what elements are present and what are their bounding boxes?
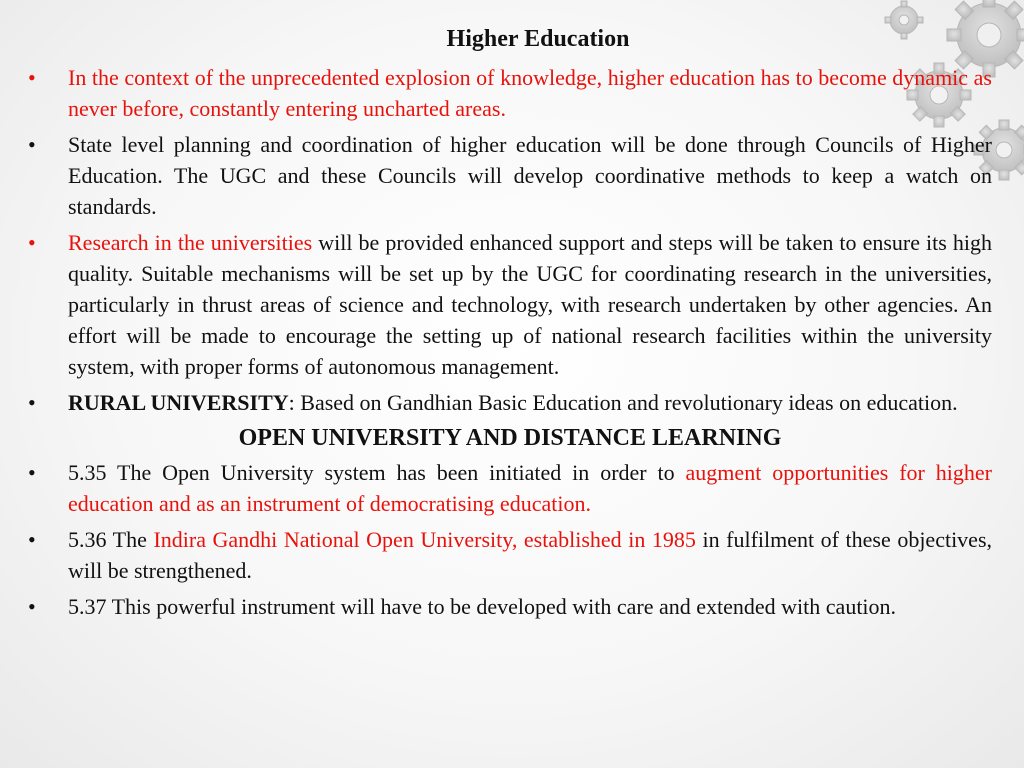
- bullet-text: 5.35 The Open University system has been initiated in order to: [68, 460, 686, 485]
- bullet-lead-bold: RURAL UNIVERSITY: [68, 390, 289, 415]
- bullet-text: in fulfilment of these objectives, will be strengthened.: [68, 527, 993, 583]
- bullet-item-5-35: [28, 457, 992, 519]
- bullet-list-higher-education: [28, 62, 992, 418]
- bullet-marker: •: [28, 594, 36, 619]
- bullet-item-research: [28, 227, 992, 382]
- slide-content: [28, 62, 992, 627]
- slide-title: Higher Education: [446, 26, 630, 52]
- bullet-text-red: In the context of the unprecedented explosion of knowledge, higher education has to become dynamic as never before, constantly entering uncharted areas.: [68, 65, 992, 121]
- bullet-list-open-university: [28, 457, 992, 622]
- section-heading-open-university: OPEN UNIVERSITY AND DISTANCE LEARNING: [238, 425, 782, 451]
- bullet-text: 5.37 This powerful instrument will have to be developed with care and extended with caution.: [68, 594, 897, 619]
- bullet-text-red: Indira Gandhi National Open University, established in 1985: [153, 527, 696, 552]
- bullet-lead-red: Research in the universities: [68, 230, 313, 255]
- bullet-text-red: augment opportunities for higher education and as an instrument of democratising education.: [68, 460, 992, 516]
- bullet-item-state-planning: [28, 129, 992, 222]
- bullet-text: will be provided enhanced support and steps will be taken to ensure its high quality. Suitable mechanisms will be set up by the UGC for coordinating research in the universities, particularly in thrust areas of science and technology, with research undertaken by other agencies. An effort will be made to encourage the setting up of national research facilities within the university system, with proper forms of autonomous management.: [68, 230, 992, 379]
- bullet-marker: •: [28, 230, 36, 255]
- bullet-marker: •: [28, 132, 36, 157]
- bullet-item-knowledge-explosion: [28, 62, 992, 124]
- bullet-item-5-36: [28, 524, 992, 586]
- bullet-item-5-37: [28, 591, 992, 622]
- bullet-marker: •: [28, 390, 36, 415]
- bullet-item-rural-university: [28, 387, 992, 418]
- bullet-text: : Based on Gandhian Basic Education and revolutionary ideas on education.: [288, 390, 958, 415]
- bullet-marker: •: [28, 527, 36, 552]
- bullet-text: 5.36 The: [68, 527, 154, 552]
- bullet-marker: •: [28, 65, 36, 90]
- bullet-marker: •: [28, 460, 36, 485]
- bullet-text: State level planning and coordination of higher education will be done through Councils of Higher Education. The UGC and these Councils will develop coordinative methods to keep a watch on standards.: [68, 132, 992, 219]
